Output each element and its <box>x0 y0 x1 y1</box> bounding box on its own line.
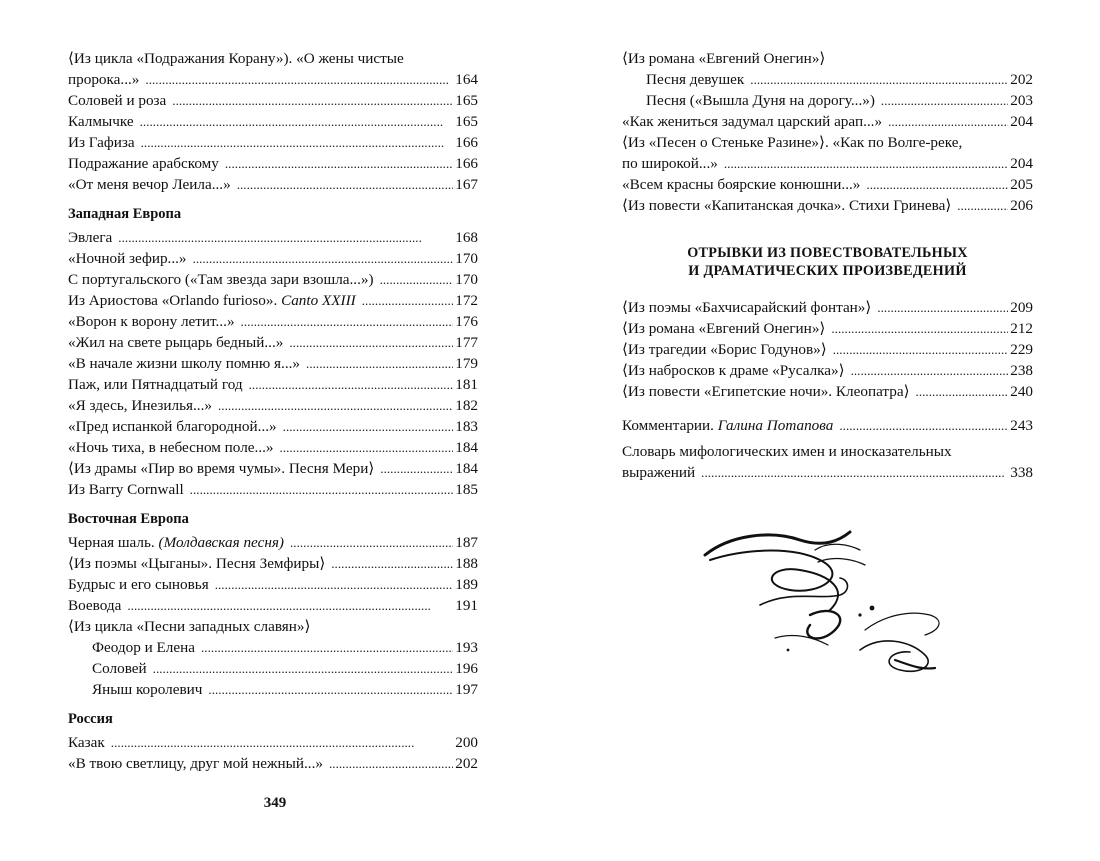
toc-entry-title: ⟨Из трагедии «Борис Годунов»⟩ <box>622 341 827 358</box>
toc-entry-page: 243 <box>1010 417 1033 434</box>
toc-entry-title: Подражание арабскому <box>68 155 219 172</box>
toc-entry-title: пророка...» <box>68 71 140 88</box>
dot-leader <box>118 227 453 248</box>
toc-entry-title: Паж, или Пятнадцатый год <box>68 376 243 393</box>
toc-entry-title: Эвлега <box>68 229 113 246</box>
toc-entry-page: 197 <box>455 681 478 698</box>
toc-entry-page: 184 <box>455 460 478 477</box>
toc-entry-title <box>622 415 833 436</box>
toc-entry-title: ⟨Из поэмы «Бахчисарайский фонтан»⟩ <box>622 299 872 316</box>
toc-entry <box>68 332 478 353</box>
toc-entry-page: 204 <box>1010 155 1033 172</box>
toc-entry-title <box>68 290 356 311</box>
dot-leader <box>888 111 1008 132</box>
toc-entry <box>622 339 1033 360</box>
toc-entry-commentary <box>622 415 1033 436</box>
dot-leader <box>111 732 453 753</box>
section-heading-line: И ДРАМАТИЧЕСКИХ ПРОИЗВЕДЕНИЙ <box>688 263 967 279</box>
toc-entry <box>68 553 478 574</box>
dot-leader <box>241 311 454 332</box>
dot-leader <box>215 574 454 595</box>
toc-entry <box>622 174 1033 195</box>
dot-leader <box>153 658 454 679</box>
toc-entry <box>622 381 1033 402</box>
toc-entry <box>622 153 1033 174</box>
toc-entry-page: 165 <box>455 113 478 130</box>
flourish-stroke <box>807 611 840 638</box>
toc-entry-page: 212 <box>1010 320 1033 337</box>
toc-entry-title: «Пред испанкой благородной...» <box>68 418 277 435</box>
toc-entry-title: Казак <box>68 734 105 751</box>
dot-leader <box>201 637 453 658</box>
toc-entry-dictionary <box>622 462 1033 483</box>
dot-leader <box>289 332 453 353</box>
toc-entry-title: Соловей <box>92 660 147 677</box>
toc-entry-page: 238 <box>1010 362 1033 379</box>
toc-entry-title: «В начале жизни школу помню я...» <box>68 355 301 372</box>
toc-entry <box>68 248 478 269</box>
toc-entry-page: 189 <box>455 576 478 593</box>
toc-entry-page: 187 <box>455 534 478 551</box>
dot-leader <box>280 437 454 458</box>
toc-entry <box>68 311 478 332</box>
toc-entry-title: Песня («Вышла Дуня на дорогу...») <box>646 92 875 109</box>
toc-entry-title: «Я здесь, Инезилья...» <box>68 397 212 414</box>
toc-entry-page: 209 <box>1010 299 1033 316</box>
toc-entry-page: 167 <box>455 176 478 193</box>
toc-entry <box>68 90 478 111</box>
dot-leader <box>380 269 454 290</box>
toc-entry-page: 179 <box>455 355 478 372</box>
toc-entry-title <box>68 532 284 553</box>
toc-entry <box>68 574 478 595</box>
right-page <box>622 48 1033 483</box>
toc-entry <box>622 111 1033 132</box>
toc-entry <box>68 679 478 700</box>
toc-entry <box>622 90 1033 111</box>
dot-leader <box>225 153 453 174</box>
autograph-flourish <box>700 520 960 700</box>
dot-leader <box>141 132 454 153</box>
ink-dot <box>858 613 861 616</box>
dot-leader <box>190 479 454 500</box>
toc-entry <box>68 637 478 658</box>
toc-entry <box>68 658 478 679</box>
dot-leader <box>750 69 1008 90</box>
ink-dot <box>787 649 790 652</box>
dot-leader <box>957 195 1008 216</box>
dot-leader <box>881 90 1008 111</box>
toc-entry-title: «Ночь тиха, в небесном поле...» <box>68 439 274 456</box>
dot-leader <box>331 553 453 574</box>
toc-entry <box>68 290 478 311</box>
toc-entry-title-prefix: Черная шаль. <box>68 534 155 551</box>
toc-entry-title: Из Barry Cornwall <box>68 481 184 498</box>
toc-entry <box>622 360 1033 381</box>
spacer <box>622 402 1033 415</box>
toc-entry <box>68 69 478 90</box>
toc-entry-page: 229 <box>1010 341 1033 358</box>
dot-leader <box>916 381 1009 402</box>
toc-entry-title: Соловей и роза <box>68 92 167 109</box>
toc-entry <box>68 732 478 753</box>
toc-entry <box>622 318 1033 339</box>
toc-entry-page: 183 <box>455 418 478 435</box>
toc-entry-title-italic: Галина Потапова <box>717 417 834 434</box>
toc-entry-page: 338 <box>1010 464 1033 481</box>
toc-entry-page: 182 <box>455 397 478 414</box>
toc-entry <box>68 479 478 500</box>
dot-leader <box>831 318 1008 339</box>
toc-entry <box>622 297 1033 318</box>
toc-entry <box>68 269 478 290</box>
flourish-stroke <box>895 660 935 668</box>
toc-entry-page: 184 <box>455 439 478 456</box>
dot-leader <box>851 360 1009 381</box>
page-number: 349 <box>263 795 287 811</box>
toc-entry-page: 205 <box>1010 176 1033 193</box>
dot-leader <box>329 753 453 774</box>
toc-entry-page: 166 <box>455 155 478 172</box>
dot-leader <box>283 416 454 437</box>
toc-entry-title: выражений <box>622 464 696 481</box>
toc-entry-page: 204 <box>1010 113 1033 130</box>
left-page <box>68 48 478 774</box>
toc-entry-title: Воевода <box>68 597 122 614</box>
dot-leader <box>193 248 454 269</box>
toc-entry <box>68 174 478 195</box>
toc-entry <box>68 458 478 479</box>
toc-entry-title-italic: Canto XXIII <box>281 292 356 309</box>
toc-entry-page: 181 <box>455 376 478 393</box>
toc-entry <box>68 374 478 395</box>
toc-entry-title: «Жил на свете рыцарь бедный...» <box>68 334 284 351</box>
toc-entry-page: 191 <box>455 597 478 614</box>
ink-dot <box>870 606 875 611</box>
toc-entry-title: «От меня вечор Леила...» <box>68 176 231 193</box>
dot-leader <box>237 174 454 195</box>
toc-entry <box>68 532 478 553</box>
dot-leader <box>306 353 453 374</box>
toc-entry <box>68 437 478 458</box>
toc-entry-title: «Всем красны боярские конюшни...» <box>622 176 861 193</box>
toc-entry-title: С португальского («Там звезда зари взошла...») <box>68 271 374 288</box>
flourish-stroke <box>865 613 939 635</box>
section-heading-line: ОТРЫВКИ ИЗ ПОВЕСТВОВАТЕЛЬНЫХ <box>687 245 968 261</box>
toc-entry-title: ⟨Из набросков к драме «Русалка»⟩ <box>622 362 845 379</box>
toc-entry-title: Феодор и Елена <box>92 639 195 656</box>
toc-entry-page: 168 <box>455 229 478 246</box>
toc-entry-title: «Ночной зефир...» <box>68 250 187 267</box>
dot-leader <box>127 595 453 616</box>
toc-entry-page: 164 <box>455 71 478 88</box>
toc-entry-title: Песня девушек <box>646 71 745 88</box>
toc-entry-page: 185 <box>455 481 478 498</box>
dot-leader <box>866 174 1008 195</box>
toc-entry-title: «Ворон к ворону летит...» <box>68 313 235 330</box>
dot-leader <box>218 395 453 416</box>
toc-cycle-heading: ⟨Из цикла «Песни западных славян»⟩ <box>68 618 311 635</box>
toc-entry-title: Яныш королевич <box>92 681 203 698</box>
toc-entry <box>622 195 1033 216</box>
dot-leader <box>724 153 1008 174</box>
toc-entry <box>68 753 478 774</box>
toc-entry-page: 170 <box>455 271 478 288</box>
toc-entry-page: 202 <box>1010 71 1033 88</box>
toc-entry-page: 240 <box>1010 383 1033 400</box>
toc-entry-page: 196 <box>455 660 478 677</box>
dot-leader <box>290 532 453 553</box>
toc-entry <box>68 416 478 437</box>
toc-entry <box>68 153 478 174</box>
dot-leader <box>833 339 1009 360</box>
toc-entry-page: 202 <box>455 755 478 772</box>
toc-entry-title: ⟨Из повести «Капитанская дочка». Стихи Гринева⟩ <box>622 197 952 214</box>
toc-entry-title: Калмычке <box>68 113 134 130</box>
toc-entry-title: ⟨Из поэмы «Цыганы». Песня Земфиры⟩ <box>68 555 326 572</box>
section-heading-excerpts <box>622 244 1033 280</box>
toc-entry-title: по широкой...» <box>622 155 718 172</box>
toc-entry-title: «В твою светлицу, друг мой нежный...» <box>68 755 323 772</box>
toc-entry-page: 166 <box>455 134 478 151</box>
toc-cycle-heading: ⟨Из романа «Евгений Онегин»⟩ <box>622 50 826 67</box>
toc-entry-page: 203 <box>1010 92 1033 109</box>
section-heading-west-europe: Западная Европа <box>68 206 182 222</box>
toc-entry <box>68 395 478 416</box>
dot-leader <box>140 111 454 132</box>
dot-leader <box>172 90 453 111</box>
dot-leader <box>362 290 453 311</box>
dot-leader <box>208 679 453 700</box>
dot-leader <box>380 458 453 479</box>
toc-entry <box>68 227 478 248</box>
toc-entry <box>68 111 478 132</box>
toc-entry-page: 165 <box>455 92 478 109</box>
toc-entry-page: 170 <box>455 250 478 267</box>
toc-entry-title: ⟨Из романа «Евгений Онегин»⟩ <box>622 320 826 337</box>
toc-entry-page: 206 <box>1010 197 1033 214</box>
toc-entry <box>68 132 478 153</box>
section-heading-east-europe: Восточная Европа <box>68 511 189 527</box>
toc-entry-title-prefix: Комментарии. <box>622 417 714 434</box>
toc-entry <box>68 595 478 616</box>
toc-entry-title-prefix: Из Ариостова «Orlando furioso». <box>68 292 278 309</box>
section-heading-russia: Россия <box>68 711 113 727</box>
toc-entry-title: ⟨Из драмы «Пир во время чумы». Песня Мери⟩ <box>68 460 375 477</box>
toc-entry-title: Будрыс и его сыновья <box>68 576 209 593</box>
toc-entry-line1: Словарь мифологических имен и иносказательных <box>622 443 952 460</box>
toc-entry-page: 176 <box>455 313 478 330</box>
toc-entry-title: ⟨Из повести «Египетские ночи». Клеопатра⟩ <box>622 383 910 400</box>
dot-leader <box>877 297 1008 318</box>
toc-entry-page: 193 <box>455 639 478 656</box>
flourish-stroke <box>775 636 828 645</box>
dot-leader <box>249 374 454 395</box>
toc-entry <box>622 69 1033 90</box>
toc-entry-line1: ⟨Из цикла «Подражания Корану»). «О жены чистые <box>68 50 404 67</box>
dot-leader <box>145 69 453 90</box>
toc-entry-title-italic: (Молдавская песня) <box>158 534 284 551</box>
toc-entry-page: 172 <box>455 292 478 309</box>
toc-entry-page: 188 <box>455 555 478 572</box>
toc-entry-page: 177 <box>455 334 478 351</box>
toc-entry-title: «Как жениться задумал царский арап...» <box>622 113 883 130</box>
toc-entry <box>68 353 478 374</box>
toc-entry-title: Из Гафиза <box>68 134 135 151</box>
dot-leader <box>839 415 1008 436</box>
toc-entry-page: 200 <box>455 734 478 751</box>
flourish-stroke <box>710 551 838 610</box>
toc-entry-line1: ⟨Из «Песен о Стеньке Разине»⟩. «Как по Волге-реке, <box>622 134 963 151</box>
dot-leader <box>701 462 1008 483</box>
